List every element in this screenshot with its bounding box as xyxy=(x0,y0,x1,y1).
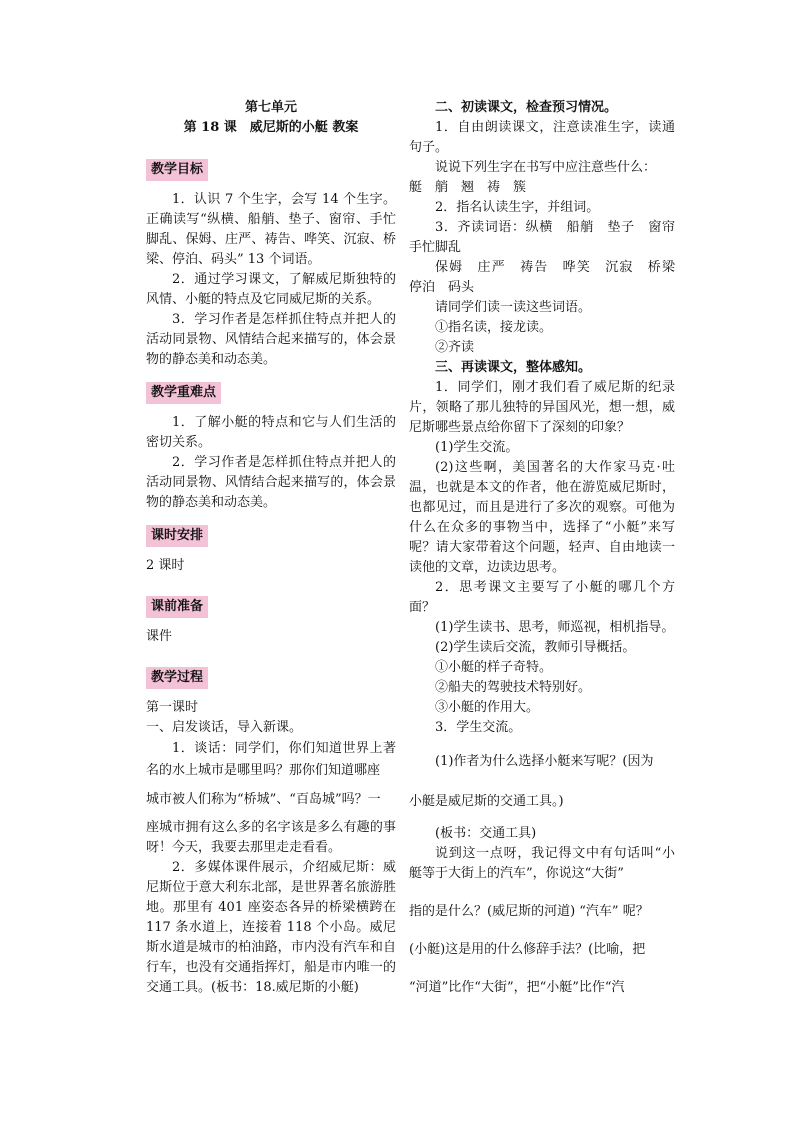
section-heading-process: 教学过程 xyxy=(146,667,208,689)
unit-title: 第七单元 xyxy=(244,100,297,115)
paragraph: ②齐读 xyxy=(435,340,475,355)
step-heading: 一、启发谈话，导入新课。 xyxy=(146,720,303,735)
paragraph: ②船夫的驾驶技术特别好。 xyxy=(435,680,592,695)
goal-item: 1．认识 7 个生字，会写 14 个生字。正确读写“纵横、船艄、垫子、窗帘、手忙脚乱、保姆、庄严、祷告、哗笑、沉寂、桥梁、停泊、码头” 13 个词语。 xyxy=(146,192,396,267)
paragraph: ①指名读，接龙读。 xyxy=(435,320,553,335)
paragraph: 3．齐读词语：纵横 船艄 垫子 窗帘 手忙脚乱 xyxy=(409,220,689,255)
section-heading-schedule: 课时安排 xyxy=(146,525,208,547)
lesson-title: 第 18 课 威尼斯的小艇 教案 xyxy=(183,120,359,135)
step-heading: 三、再读课文，整体感知。 xyxy=(435,360,592,375)
step-heading: 二、初读课文，检查预习情况。 xyxy=(435,100,618,115)
word-list: 保姆 庄严 祷告 哗笑 沉寂 桥梁 停泊 码头 xyxy=(409,260,689,295)
character-list: 艇 艄 翘 祷 簇 xyxy=(409,180,527,195)
right-column xyxy=(409,98,689,998)
paragraph: 请同学们读一读这些词语。 xyxy=(435,300,592,315)
paragraph: 说说下列生字在书写中应注意些什么： xyxy=(435,160,657,175)
paragraph-talk: 1．谈话：同学们，你们知道世界上著名的水上城市是哪里吗？那你们知道哪座 xyxy=(146,741,396,778)
paragraph: (1)学生读书、思考，师巡视，相机指导。 xyxy=(435,620,675,635)
paragraph-cont: 指的是什么？(威尼斯的河道) “汽车” 呢？ xyxy=(409,904,649,919)
paragraph-talk-cont: 座城市拥有这么多的名字该是多么有趣的事呀！今天，我要去那里走走看看。 xyxy=(146,820,396,855)
paragraph: (2)这些啊，美国著名的大作家马克·吐温，也就是本文的作者，他在游览威尼斯时，也都见过，而且是进行了多次的观察。可他为什么在众多的事物当中，选择了“小艇”来写呢？请大家带着这个问题，轻声、自由地读一读他的文章，边读边思考。 xyxy=(409,460,675,575)
paragraph: (板书：交通工具) xyxy=(435,826,537,841)
first-lesson-label: 第一课时 xyxy=(146,700,199,715)
paragraph: ①小艇的样子奇特。 xyxy=(435,660,553,675)
goal-item: 2．通过学习课文，了解威尼斯独特的风情、小艇的特点及它同威尼斯的关系。 xyxy=(146,272,396,307)
section-heading-key-points: 教学重难点 xyxy=(146,382,221,404)
paragraph: ③小艇的作用大。 xyxy=(435,700,540,715)
section-heading-preparation: 课前准备 xyxy=(146,596,208,618)
paragraph: 3．学生交流。 xyxy=(435,720,522,735)
goal-item: 3．学习作者是怎样抓住特点并把人的活动同景物、风情结合起来描写的，体会景物的静态美和动态美。 xyxy=(146,312,396,367)
paragraph: 说到这一点呀，我记得文中有句话叫“小艇等于大街上的汽车”，你说这“大街” xyxy=(409,846,675,881)
key-point-item: 2．学习作者是怎样抓住特点并把人的活动同景物、风情结合起来描写的，体会景物的静态美和动态美。 xyxy=(146,455,396,510)
paragraph-cont: “河道”比作“大街”，把“小艇”比作“汽 xyxy=(409,980,625,995)
paragraph: 1．同学们，刚才我们看了威尼斯的纪录片，领略了那儿独特的异国风光，想一想，威尼斯哪些景点给你留下了深刻的印象？ xyxy=(409,380,675,435)
paragraph: (1)作者为什么选择小艇来写呢？(因为 xyxy=(435,754,654,769)
schedule-value: 2 课时 xyxy=(146,558,185,573)
paragraph-talk-cont: 城市被人们称为“桥城”、“百岛城”吗？一 xyxy=(146,792,381,807)
paragraph: 1．自由朗读课文，注意读准生字，读通句子。 xyxy=(409,120,675,155)
key-point-item: 1．了解小艇的特点和它与人们生活的密切关系。 xyxy=(146,415,396,450)
paragraph-cont: (小艇)这是用的什么修辞手法？(比喻，把 xyxy=(409,942,646,957)
paragraph: (2)学生读后交流，教师引导概括。 xyxy=(435,640,636,655)
paragraph: 2．指名认读生字，并组词。 xyxy=(435,200,600,215)
paragraph: (1)学生交流。 xyxy=(435,440,519,455)
left-column xyxy=(146,98,396,998)
preparation-value: 课件 xyxy=(146,629,173,644)
paragraph-cont: 小艇是威尼斯的交通工具。) xyxy=(409,794,564,809)
paragraph-media: 2．多媒体课件展示，介绍威尼斯：威尼斯位于意大利东北部，是世界著名旅游胜地。那里有 401 座姿态各异的桥梁横跨在 117 条水道上，连接着 118 个小岛。威尼斯水道是城市的柏油路，市内没有汽车和自行车，也没有交通指挥灯，船是市内唯一的交通工具。(板书：18.威尼斯的小艇) xyxy=(146,860,396,995)
paragraph: 2．思考课文主要写了小艇的哪几个方面？ xyxy=(409,580,675,615)
section-heading-goals: 教学目标 xyxy=(146,159,208,181)
